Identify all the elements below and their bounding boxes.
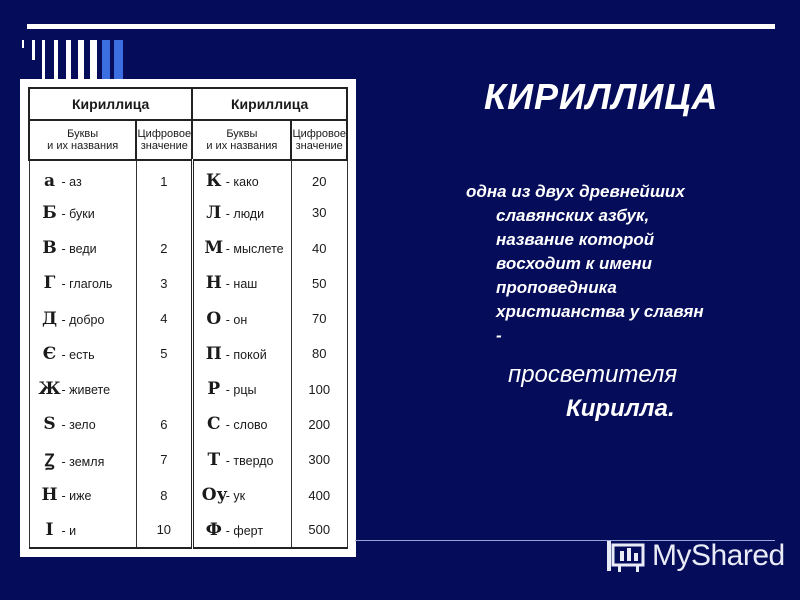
letter-glyph: Ж (38, 379, 61, 400)
letter-glyph: Б (42, 202, 57, 223)
letter-cell (192, 266, 291, 301)
letter-name: - наш (225, 277, 258, 292)
table-row (29, 160, 347, 195)
letter-cell (29, 513, 136, 548)
decorative-stripes (22, 40, 132, 80)
letter-glyph: Ѕ (43, 414, 56, 435)
letter-glyph: О (206, 308, 222, 329)
numeric-value: 200 (291, 407, 347, 442)
top-divider-line (27, 24, 775, 29)
letter-glyph: Т (207, 449, 221, 470)
description-line: восходит к имени (496, 254, 653, 273)
letter-name: - како (225, 175, 259, 190)
logo-text: MyShared (652, 539, 785, 572)
letter-cell (192, 442, 291, 477)
letter-name: - аз (61, 175, 82, 190)
numeric-value: 80 (291, 336, 347, 371)
letter-cell (192, 336, 291, 371)
letter-glyph: В (42, 238, 57, 259)
stripe (54, 40, 58, 80)
letter-cell (29, 372, 136, 407)
letter-glyph: П (205, 343, 222, 364)
letter-cell (29, 301, 136, 336)
letter-name: - люди (225, 206, 265, 221)
letter-cell (192, 231, 291, 266)
numeric-value: 30 (291, 195, 347, 230)
numeric-value: 6 (136, 407, 192, 442)
table-row (29, 477, 347, 512)
presentation-board-icon (606, 539, 646, 573)
table-row (29, 407, 347, 442)
letter-name: - он (225, 312, 248, 327)
table-row (29, 266, 347, 301)
description-line: христианства у славян (496, 302, 704, 321)
letter-glyph: І (45, 519, 54, 540)
letter-cell (29, 477, 136, 512)
letter-glyph: М (204, 238, 224, 259)
table-header-left: Кириллица (29, 88, 192, 120)
numeric-value: 50 (291, 266, 347, 301)
letter-cell (192, 477, 291, 512)
letter-cell (29, 407, 136, 442)
table-row (29, 195, 347, 230)
numeric-value: 10 (136, 513, 192, 548)
numeric-value: 4 (136, 301, 192, 336)
letter-name: - иже (61, 489, 92, 504)
highlight-line-2: Кирилла. (566, 395, 675, 422)
description-line: одна из двух древнейших (466, 182, 685, 201)
description-line: проповедника (496, 278, 617, 297)
subheader-value-right: Цифровое значение (291, 120, 347, 160)
letter-name: - глаголь (61, 277, 113, 292)
cyrillic-table-image (20, 79, 356, 557)
letter-cell (192, 195, 291, 230)
letter-glyph: С (207, 414, 221, 435)
letter-name: - буки (61, 206, 95, 221)
numeric-value: 40 (291, 231, 347, 266)
subheader-letters-right: Буквы и их названия (192, 120, 291, 160)
letter-cell (29, 160, 136, 195)
letter-glyph: Ꙁ (44, 451, 55, 472)
numeric-value (136, 195, 192, 230)
subheader-letters-left: Буквы и их названия (29, 120, 136, 160)
description-line: название которой (496, 230, 655, 249)
letter-name: - живете (61, 383, 111, 398)
letter-cell (192, 301, 291, 336)
letter-cell (192, 513, 291, 548)
numeric-value: 70 (291, 301, 347, 336)
description-line: - (496, 326, 502, 345)
highlight-line-1: просветителя (508, 361, 678, 388)
letter-name: - покой (225, 347, 267, 362)
numeric-value: 300 (291, 442, 347, 477)
letter-cell (192, 372, 291, 407)
letter-cell (29, 195, 136, 230)
letter-name: - мыслете (225, 242, 284, 257)
letter-glyph: Оу (201, 485, 228, 506)
numeric-value: 500 (291, 513, 347, 548)
letter-glyph: Д (41, 308, 58, 329)
stripe (22, 40, 24, 48)
stripe (90, 40, 97, 80)
stripe (78, 40, 84, 80)
numeric-value: 400 (291, 477, 347, 512)
letter-glyph: Н (41, 485, 58, 506)
numeric-value: 8 (136, 477, 192, 512)
letter-glyph: а (43, 171, 55, 192)
numeric-value (136, 372, 192, 407)
letter-name: - ук (225, 489, 246, 504)
stripe (32, 40, 35, 60)
table-header-right: Кириллица (192, 88, 347, 120)
letter-name: - слово (225, 418, 268, 433)
letter-cell (29, 442, 136, 477)
letter-cell (29, 231, 136, 266)
numeric-value: 20 (291, 160, 347, 195)
table-body (29, 160, 347, 548)
table-row (29, 301, 347, 336)
letter-name: - рцы (225, 383, 257, 398)
letter-glyph: Н (205, 273, 222, 294)
stripe (42, 40, 45, 80)
stripe (102, 40, 110, 80)
letter-glyph: Р (207, 379, 221, 400)
table-row (29, 513, 347, 548)
myshared-logo (606, 536, 785, 576)
numeric-value: 100 (291, 372, 347, 407)
subheader-value-left: Цифровое значение (136, 120, 192, 160)
letter-glyph: К (206, 171, 222, 192)
numeric-value: 7 (136, 442, 192, 477)
letter-glyph: Є (42, 343, 57, 364)
numeric-value: 1 (136, 160, 192, 195)
letter-name: - зело (61, 418, 96, 433)
letter-glyph: Г (43, 273, 56, 294)
letter-cell (29, 266, 136, 301)
table-row (29, 442, 347, 477)
slide-description (466, 180, 766, 426)
table-row (29, 336, 347, 371)
letter-name: - есть (61, 347, 95, 362)
letter-cell (192, 407, 291, 442)
numeric-value: 3 (136, 266, 192, 301)
letter-name: - ферт (225, 523, 264, 538)
cyrillic-alphabet-table (28, 87, 348, 549)
slide-title: КИРИЛЛИЦА (484, 76, 719, 117)
letter-name: - веди (61, 242, 97, 257)
letter-glyph: Л (206, 202, 222, 223)
letter-name: - твердо (225, 453, 274, 468)
letter-name: - земля (61, 455, 105, 470)
table-row (29, 372, 347, 407)
letter-cell (192, 160, 291, 195)
description-line: славянских азбук, (496, 206, 650, 225)
table-row (29, 231, 347, 266)
letter-cell (29, 336, 136, 371)
numeric-value: 5 (136, 336, 192, 371)
numeric-value: 2 (136, 231, 192, 266)
letter-name: - и (61, 523, 77, 538)
stripe (66, 40, 71, 80)
letter-glyph: Ф (205, 519, 222, 540)
letter-name: - добро (61, 312, 105, 327)
stripe (114, 40, 123, 80)
